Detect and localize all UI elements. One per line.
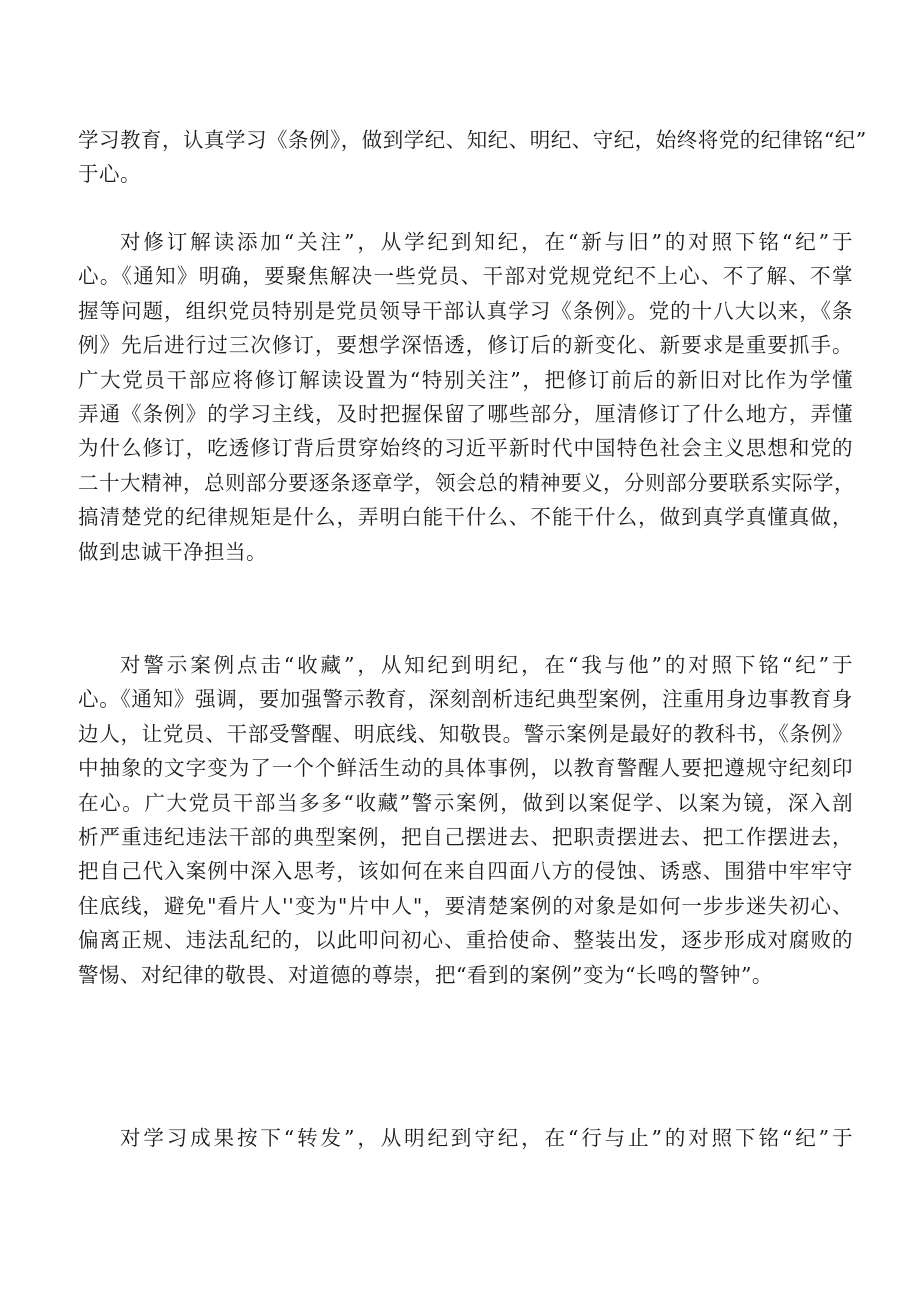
paragraph-1 <box>78 123 867 192</box>
text-line: 广大党员干部应将修订解读设置为“特别关注”，把修订前后的新旧对比作为学懂 <box>78 367 853 392</box>
text-line: 为什么修订，吃透修订背后贯穿始终的习近平新时代中国特色社会主义思想和党的 <box>78 436 853 461</box>
paragraph-3 <box>78 648 853 992</box>
text-line: 边人，让党员、干部受警醒、明底线、知敬畏。警示案例是最好的教科书，《条例》 <box>78 721 853 746</box>
text-line: 二十大精神，总则部分要逐条逐章学，领会总的精神要义，分则部分要联系实际学， <box>78 470 855 495</box>
text-line: 握等问题，组织党员特别是党员领导干部认真学习《条例》。党的十八大以来，《条 <box>78 298 853 323</box>
text-line: 对修订解读添加“关注”，从学纪到知纪，在“新与旧”的对照下铭“纪”于 <box>120 230 853 254</box>
text-line: 搞清楚党的纪律规矩是什么，弄明白能干什么、不能干什么，做到真学真懂真做， <box>78 505 853 530</box>
text-line: 警惕、对纪律的敬畏、对道德的尊崇，把“看到的案例”变为“长鸣的警钟”。 <box>78 962 773 987</box>
text-line: 心。《通知》强调，要加强警示教育，深刻剖析违纪典型案例，注重用身边事教育身 <box>78 687 853 712</box>
text-line: 住底线，避免"看片人''变为"片中人"，要清楚案例的对象是如何一步步迷失初心、 <box>78 893 853 918</box>
text-line: 析严重违纪违法干部的典型案例，把自己摆进去、把职责摆进去、把工作摆进去， <box>78 824 853 849</box>
text-line: 心。《通知》明确，要聚焦解决一些党员、干部对党规党纪不上心、不了解、不掌 <box>78 264 853 289</box>
text-line: 在心。广大党员干部当多多“收藏”警示案例，做到以案促学、以案为镜，深入剖 <box>78 790 853 815</box>
text-line: 对警示案例点击“收藏”，从知纪到明纪，在“我与他”的对照下铭“纪”于 <box>120 653 853 677</box>
text-line: 于心。 <box>78 162 141 187</box>
text-line: 对学习成果按下“转发”，从明纪到守纪，在“行与止”的对照下铭“纪”于 <box>120 1126 853 1150</box>
paragraph-4 <box>78 1121 853 1155</box>
paragraph-2 <box>78 225 853 569</box>
text-line: 偏离正规、违法乱纪的，以此叩问初心、重拾使命、整装出发，逐步形成对腐败的 <box>78 928 853 953</box>
text-line: 学习教育，认真学习《条例》，做到学纪、知纪、明纪、守纪，始终将党的纪律铭“纪” <box>78 128 867 152</box>
text-line: 把自己代入案例中深入思考，该如何在来自四面八方的侵蚀、诱惑、围猎中牢牢守 <box>78 859 853 884</box>
text-line: 弄通《条例》的学习主线，及时把握保留了哪些部分，厘清修订了什么地方，弄懂 <box>78 401 853 426</box>
text-line: 中抽象的文字变为了一个个鲜活生动的具体事例，以教育警醒人要把遵规守纪刻印 <box>78 756 853 781</box>
text-line: 例》先后进行过三次修订，要想学深悟透，修订后的新变化、新要求是重要抓手。 <box>78 333 853 358</box>
text-line: 做到忠诚干净担当。 <box>78 539 267 564</box>
